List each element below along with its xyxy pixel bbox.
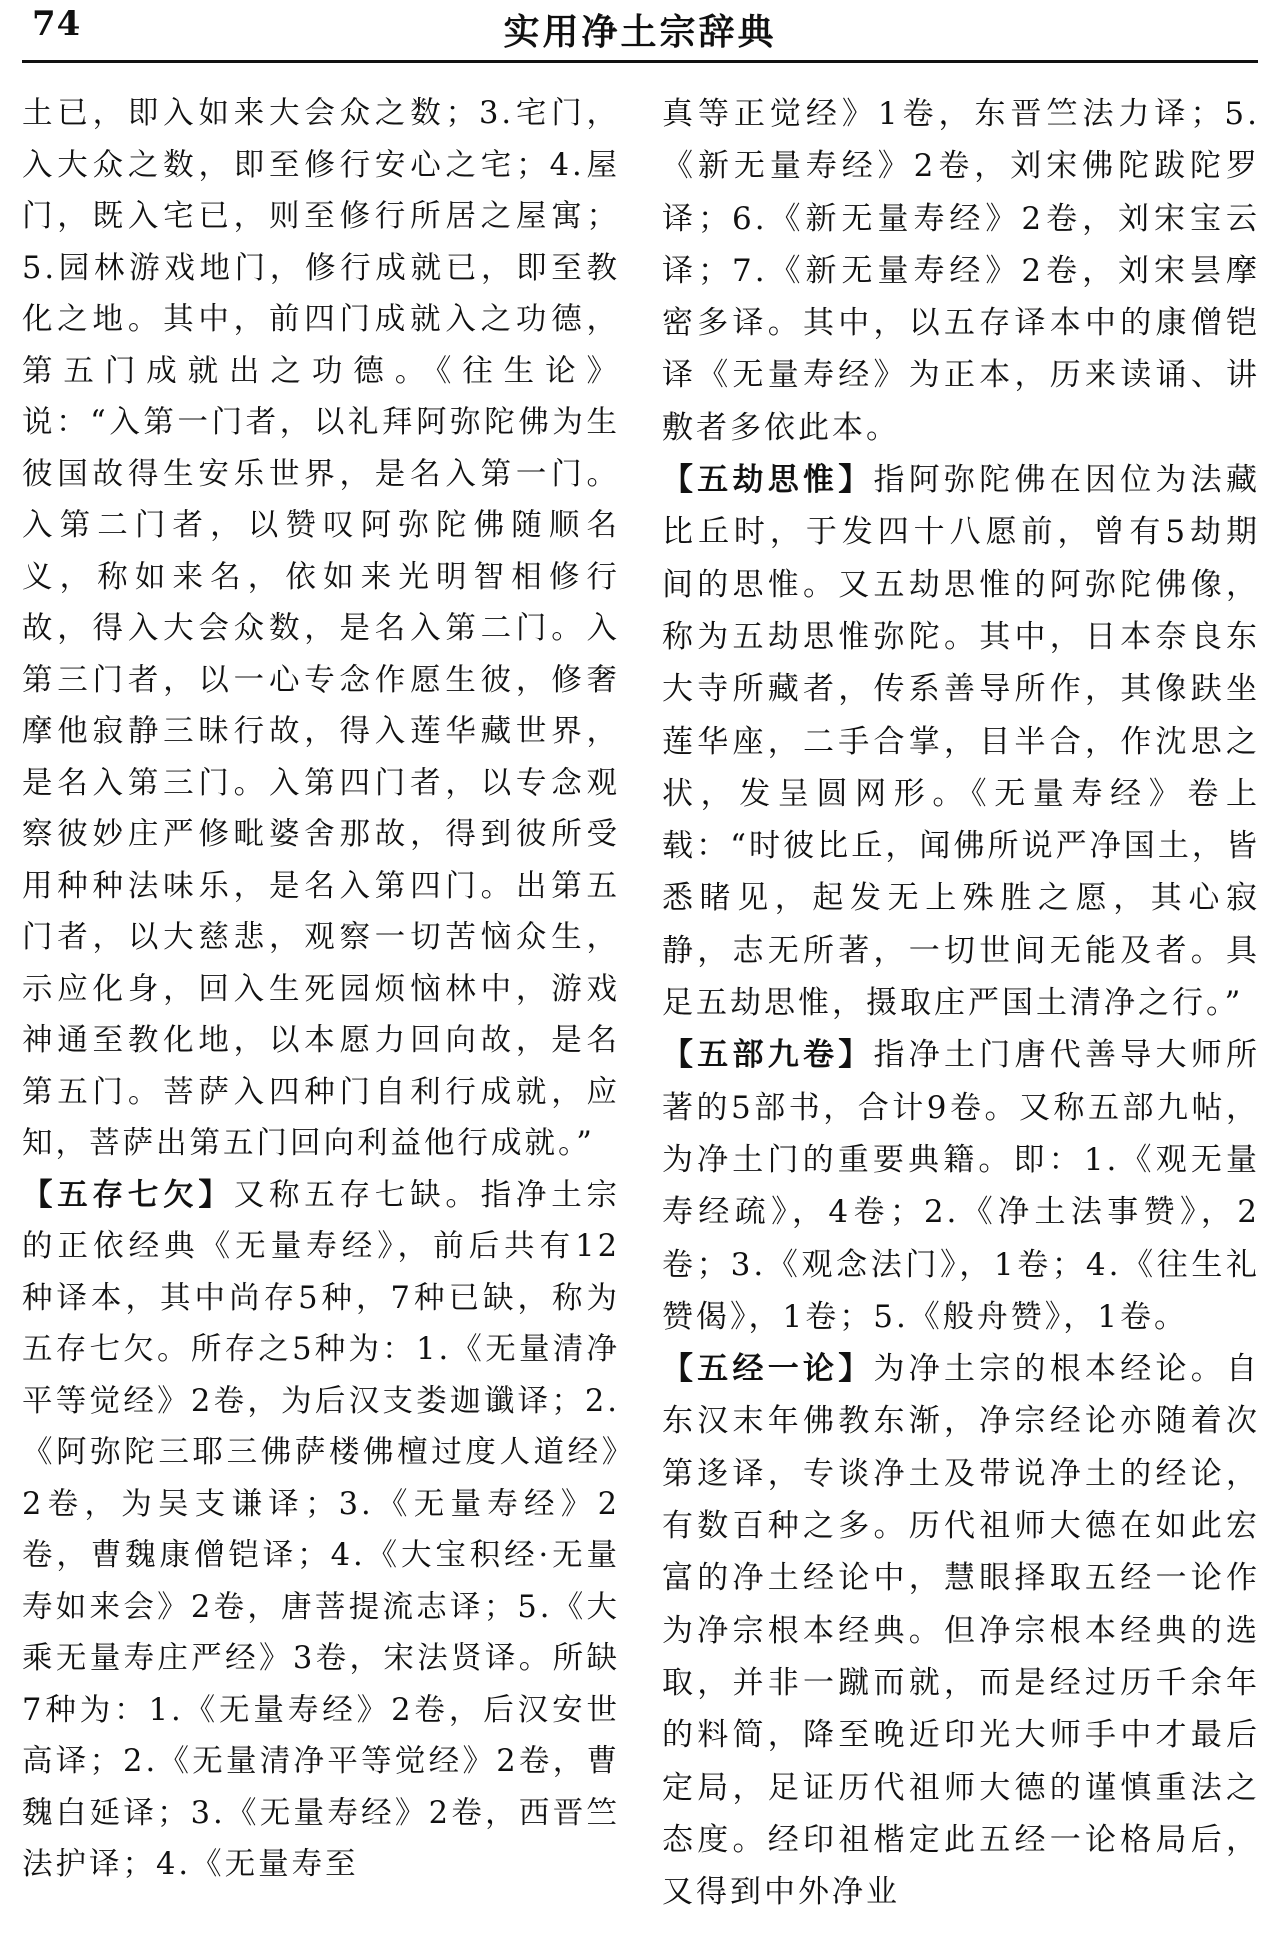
entry-headword: 【五劫思惟】: [662, 462, 874, 499]
entry-paragraph: [662, 454, 1260, 1029]
running-title: 实用净土宗辞典: [503, 11, 777, 53]
entry-paragraph: [662, 1029, 1260, 1343]
right-column: [662, 88, 1260, 1918]
left-column: [22, 88, 620, 1891]
page-header: [0, 0, 1280, 62]
entry-paragraph: [22, 88, 620, 1170]
entry-text: 又称五存七缺。指净土宗的正依经典《无量寿经》，前后共有12种译本，其中尚存5种，7种已缺，称为五存七欠。所存之5种为：1.《无量清净平等觉经》2卷，为后汉支娄迦谶译；2.《阿弥陀三耶三佛萨楼佛檀过度人道经》2卷，为吴支谦译；3.《无量寿经》2卷，曹魏康僧铠译；4.《大宝积经·无量寿如来会》2卷，唐菩提流志译；5.《大乘无量寿庄严经》3卷，宋法贤译。所缺7种为：1.《无量寿经》2卷，后汉安世高译；2.《无量清净平等觉经》2卷，曹魏白延译；3.《无量寿经》2卷，西晋竺法护译；4.《无量寿至: [22, 1177, 620, 1882]
entry-headword: 【五经一论】: [662, 1351, 874, 1388]
entry-text: 指净土门唐代善导大师所著的5部书，合计9卷。又称五部九帖，为净土门的重要典籍。即：1.《观无量寿经疏》，4卷；2.《净土法事赞》，2卷；3.《观念法门》，1卷；4.《往生礼赞偈》，1卷；5.《般舟赞》，1卷。: [662, 1037, 1260, 1335]
header-rule: [22, 60, 1258, 63]
page-number: 74: [32, 4, 82, 44]
entry-paragraph: [662, 1343, 1260, 1918]
entry-text: 真等正觉经》1卷，东晋竺法力译；5.《新无量寿经》2卷，刘宋佛陀跋陀罗译；6.《新无量寿经》2卷，刘宋宝云译；7.《新无量寿经》2卷，刘宋昙摩密多译。其中，以五存译本中的康僧铠译《无量寿经》为正本，历来读诵、讲敷者多依此本。: [662, 96, 1260, 446]
entry-headword: 【五部九卷】: [662, 1037, 874, 1074]
entry-headword: 【五存七欠】: [22, 1176, 234, 1213]
entry-text: 为净土宗的根本经论。自东汉末年佛教东渐，净宗经论亦随着次第迻译，专谈净土及带说净土的经论，有数百种之多。历代祖师大德在如此宏富的净土经论中，慧眼择取五经一论作为净宗根本经典。但净宗根本经典的选取，并非一蹴而就，而是经过历千余年的料简，降至晚近印光大师手中才最后定局，足证历代祖师大德的谨慎重法之态度。经印祖楷定此五经一论格局后，又得到中外净业: [662, 1351, 1260, 1911]
entry-paragraph: [22, 1170, 620, 1891]
entry-text: 指阿弥陀佛在因位为法藏比丘时，于发四十八愿前，曾有5劫期间的思惟。又五劫思惟的阿弥陀佛像，称为五劫思惟弥陀。其中，日本奈良东大寺所藏者，传系善导所作，其像趺坐莲华座，二手合掌，目半合，作沈思之状，发呈圆网形。《无量寿经》卷上载：“时彼比丘，闻佛所说严净国土，皆悉睹见，起发无上殊胜之愿，其心寂静，志无所著，一切世间无能及者。具足五劫思惟，摄取庄严国土清净之行。”: [662, 462, 1260, 1022]
entry-text: 土已，即入如来大会众之数；3.宅门，入大众之数，即至修行安心之宅；4.屋门，既入宅已，则至修行所居之屋寓；5.园林游戏地门，修行成就已，即至教化之地。其中，前四门成就入之功德，第五门成就出之功德。《往生论》说：“入第一门者，以礼拜阿弥陀佛为生彼国故得生安乐世界，是名入第一门。入第二门者，以赞叹阿弥陀佛随顺名义，称如来名，依如来光明智相修行故，得入大会众数，是名入第二门。入第三门者，以一心专念作愿生彼，修奢摩他寂静三昧行故，得入莲华藏世界，是名入第三门。入第四门者，以专念观察彼妙庄严修毗婆舍那故，得到彼所受用种种法味乐，是名入第四门。出第五门者，以大慈悲，观察一切苦恼众生，示应化身，回入生死园烦恼林中，游戏神通至教化地，以本愿力回向故，是名第五门。菩萨入四种门自利行成就，应知，菩萨出第五门回向利益他行成就。”: [22, 96, 620, 1161]
entry-paragraph: [662, 88, 1260, 454]
